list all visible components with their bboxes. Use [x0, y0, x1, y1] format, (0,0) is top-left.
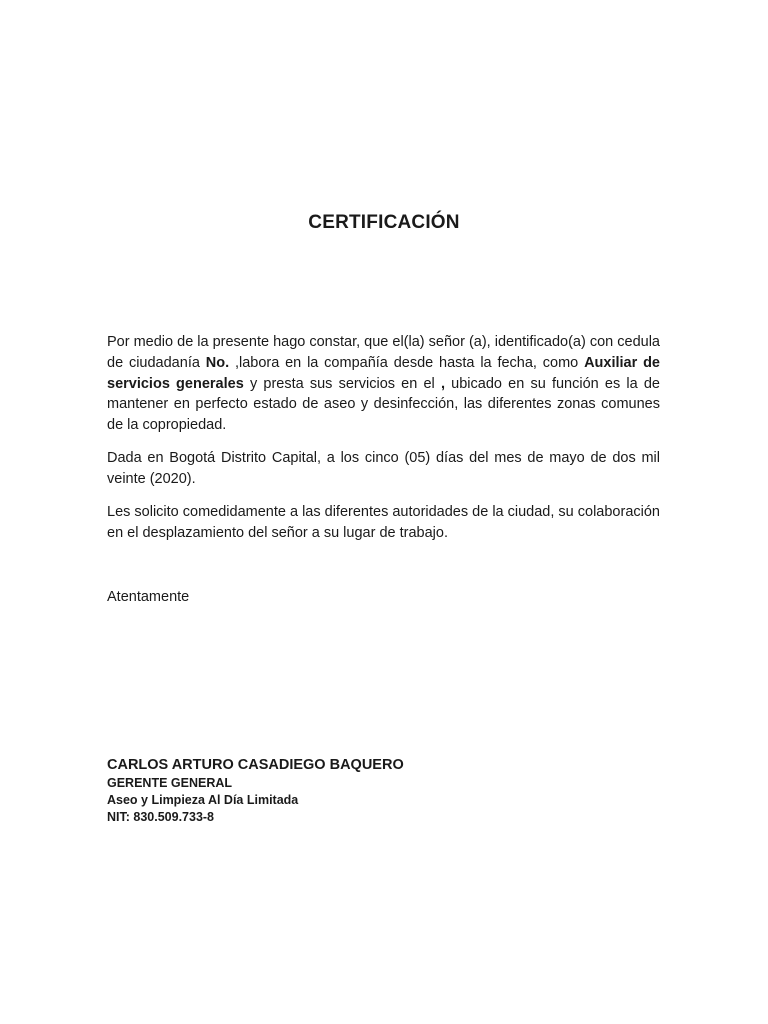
- certification-paragraph: [107, 332, 660, 436]
- paragraph-text: ubicado en su función es la de mantener en perfecto estado de aseo y desinfección, las diferentes zonas comunes de la copropiedad.: [107, 375, 660, 434]
- document-title: CERTIFICACIÓN: [308, 212, 460, 233]
- company-nit: NIT: 830.509.733-8: [107, 810, 215, 824]
- signer-position: GERENTE GENERAL: [107, 776, 233, 790]
- request-paragraph: Les solicito comedidamente a las diferentes autoridades de la ciudad, su colaboración en el desplazamiento del señor a su lugar de trabajo.: [107, 504, 660, 541]
- signature-block: [107, 755, 404, 826]
- closing-text: Atentamente: [107, 589, 190, 605]
- job-title: Auxiliar de servicios generales: [107, 354, 660, 392]
- paragraph-text: ,labora en la compañía desde hasta la fecha, como: [229, 354, 585, 371]
- date-paragraph: Dada en Bogotá Distrito Capital, a los cinco (05) días del mes de mayo de dos mil veinte (2020).: [107, 450, 660, 487]
- paragraph-text: y presta sus servicios en el: [243, 375, 441, 392]
- paragraph-text: Por medio de la presente hago constar, que el(la) señor (a), identificado(a) con cedula de ciudadanía: [107, 334, 660, 371]
- id-number-label: No.: [205, 354, 230, 371]
- location-placeholder: ,: [440, 375, 445, 392]
- signer-name: CARLOS ARTURO CASADIEGO BAQUERO: [107, 757, 404, 773]
- company-name: Aseo y Limpieza Al Día Limitada: [107, 793, 299, 807]
